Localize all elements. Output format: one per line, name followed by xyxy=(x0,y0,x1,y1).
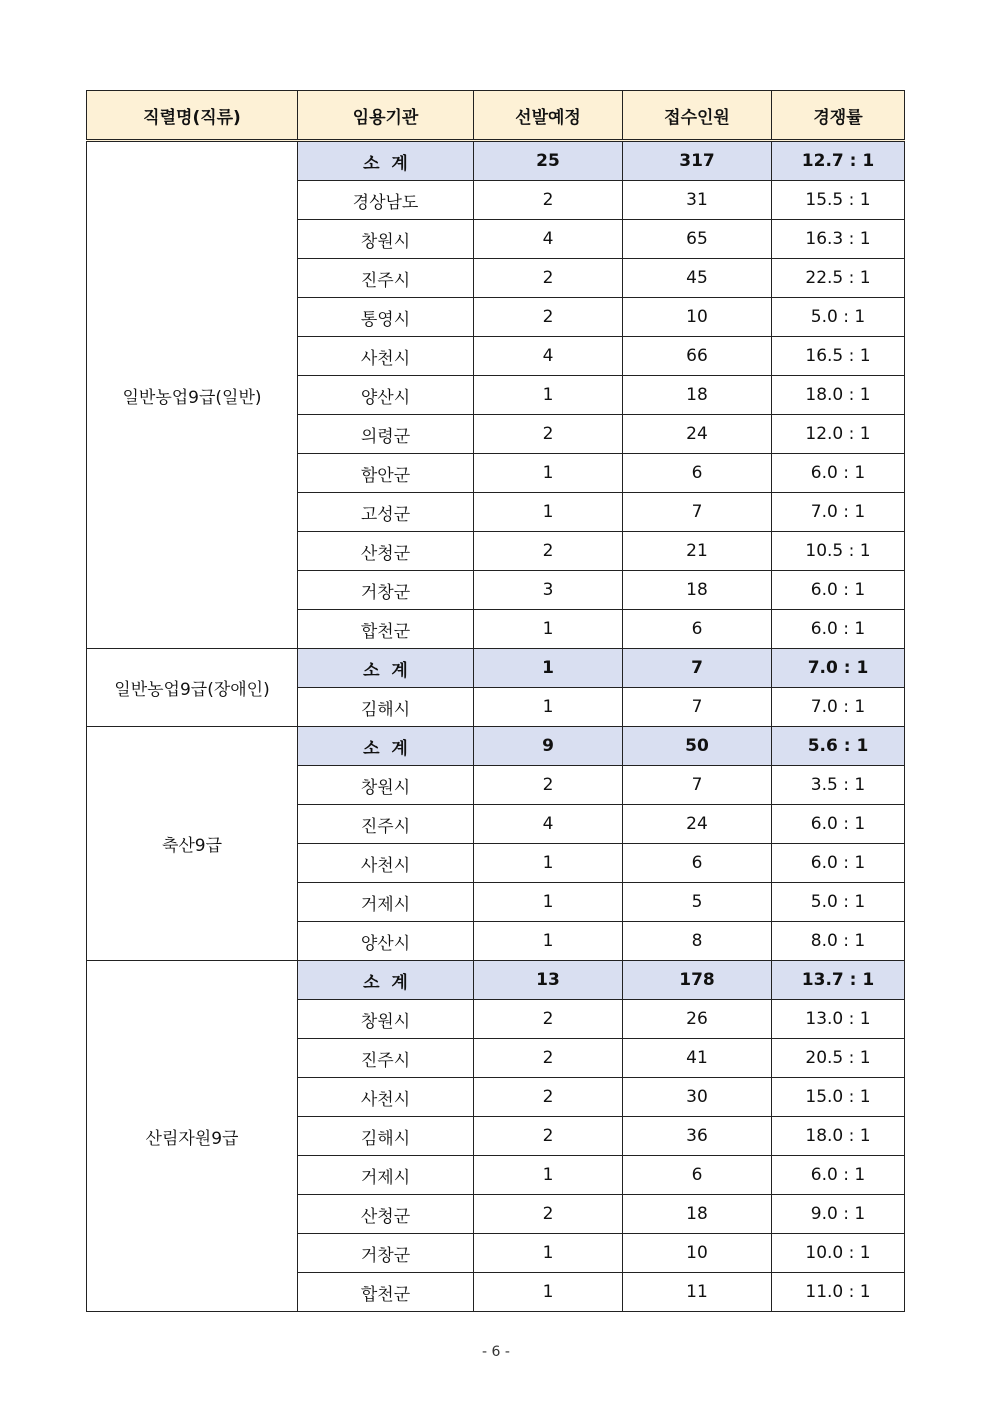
applicants-cell: 66 xyxy=(623,337,772,376)
ratio-cell: 6.0 : 1 xyxy=(772,571,905,610)
agency-cell: 거창군 xyxy=(298,571,474,610)
agency-cell: 창원시 xyxy=(298,1000,474,1039)
job-series-cell: 일반농업9급(장애인) xyxy=(87,649,298,727)
planned-cell: 1 xyxy=(474,883,623,922)
ratio-cell: 8.0 : 1 xyxy=(772,922,905,961)
ratio-cell: 6.0 : 1 xyxy=(772,805,905,844)
ratio-cell: 13.7 : 1 xyxy=(772,961,905,1000)
applicants-cell: 7 xyxy=(623,766,772,805)
agency-cell: 소 계 xyxy=(298,649,474,688)
agency-cell: 합천군 xyxy=(298,610,474,649)
agency-cell: 김해시 xyxy=(298,1117,474,1156)
header-job-series: 직렬명(직류) xyxy=(87,91,298,141)
planned-cell: 1 xyxy=(474,1234,623,1273)
applicants-cell: 10 xyxy=(623,1234,772,1273)
job-series-cell: 일반농업9급(일반) xyxy=(87,141,298,649)
planned-cell: 9 xyxy=(474,727,623,766)
applicants-cell: 6 xyxy=(623,844,772,883)
applicants-cell: 6 xyxy=(623,454,772,493)
applicants-cell: 7 xyxy=(623,688,772,727)
applicants-cell: 178 xyxy=(623,961,772,1000)
agency-cell: 진주시 xyxy=(298,1039,474,1078)
competition-rate-table xyxy=(86,90,905,1312)
agency-cell: 사천시 xyxy=(298,337,474,376)
applicants-cell: 317 xyxy=(623,141,772,181)
planned-cell: 2 xyxy=(474,1117,623,1156)
subtotal-row xyxy=(87,727,905,766)
applicants-cell: 26 xyxy=(623,1000,772,1039)
planned-cell: 2 xyxy=(474,1078,623,1117)
ratio-cell: 5.6 : 1 xyxy=(772,727,905,766)
agency-cell: 소 계 xyxy=(298,727,474,766)
planned-cell: 1 xyxy=(474,844,623,883)
agency-cell: 양산시 xyxy=(298,376,474,415)
header-applicants: 접수인원 xyxy=(623,91,772,141)
planned-cell: 2 xyxy=(474,415,623,454)
applicants-cell: 8 xyxy=(623,922,772,961)
agency-cell: 함안군 xyxy=(298,454,474,493)
planned-cell: 1 xyxy=(474,493,623,532)
planned-cell: 3 xyxy=(474,571,623,610)
planned-cell: 2 xyxy=(474,1000,623,1039)
planned-cell: 1 xyxy=(474,376,623,415)
applicants-cell: 10 xyxy=(623,298,772,337)
agency-cell: 거창군 xyxy=(298,1234,474,1273)
ratio-cell: 12.0 : 1 xyxy=(772,415,905,454)
applicants-cell: 45 xyxy=(623,259,772,298)
planned-cell: 2 xyxy=(474,766,623,805)
planned-cell: 25 xyxy=(474,141,623,181)
applicants-cell: 18 xyxy=(623,571,772,610)
applicants-cell: 11 xyxy=(623,1273,772,1312)
ratio-cell: 12.7 : 1 xyxy=(772,141,905,181)
planned-cell: 1 xyxy=(474,922,623,961)
planned-cell: 1 xyxy=(474,1273,623,1312)
agency-cell: 창원시 xyxy=(298,220,474,259)
agency-cell: 양산시 xyxy=(298,922,474,961)
agency-cell: 거제시 xyxy=(298,883,474,922)
planned-cell: 1 xyxy=(474,688,623,727)
applicants-cell: 21 xyxy=(623,532,772,571)
agency-cell: 의령군 xyxy=(298,415,474,454)
planned-cell: 13 xyxy=(474,961,623,1000)
ratio-cell: 7.0 : 1 xyxy=(772,493,905,532)
applicants-cell: 31 xyxy=(623,181,772,220)
applicants-cell: 18 xyxy=(623,376,772,415)
ratio-cell: 16.5 : 1 xyxy=(772,337,905,376)
ratio-cell: 7.0 : 1 xyxy=(772,688,905,727)
ratio-cell: 10.0 : 1 xyxy=(772,1234,905,1273)
ratio-cell: 11.0 : 1 xyxy=(772,1273,905,1312)
agency-cell: 산청군 xyxy=(298,532,474,571)
ratio-cell: 6.0 : 1 xyxy=(772,610,905,649)
agency-cell: 소 계 xyxy=(298,141,474,181)
ratio-cell: 18.0 : 1 xyxy=(772,1117,905,1156)
planned-cell: 4 xyxy=(474,220,623,259)
ratio-cell: 5.0 : 1 xyxy=(772,883,905,922)
ratio-cell: 18.0 : 1 xyxy=(772,376,905,415)
applicants-cell: 36 xyxy=(623,1117,772,1156)
planned-cell: 2 xyxy=(474,259,623,298)
planned-cell: 2 xyxy=(474,532,623,571)
ratio-cell: 6.0 : 1 xyxy=(772,454,905,493)
applicants-cell: 6 xyxy=(623,1156,772,1195)
ratio-cell: 5.0 : 1 xyxy=(772,298,905,337)
agency-cell: 진주시 xyxy=(298,259,474,298)
subtotal-row xyxy=(87,961,905,1000)
agency-cell: 김해시 xyxy=(298,688,474,727)
agency-cell: 경상남도 xyxy=(298,181,474,220)
ratio-cell: 16.3 : 1 xyxy=(772,220,905,259)
ratio-cell: 13.0 : 1 xyxy=(772,1000,905,1039)
header-planned: 선발예정 xyxy=(474,91,623,141)
ratio-cell: 10.5 : 1 xyxy=(772,532,905,571)
applicants-cell: 5 xyxy=(623,883,772,922)
ratio-cell: 15.5 : 1 xyxy=(772,181,905,220)
ratio-cell: 6.0 : 1 xyxy=(772,844,905,883)
agency-cell: 창원시 xyxy=(298,766,474,805)
ratio-cell: 3.5 : 1 xyxy=(772,766,905,805)
subtotal-row xyxy=(87,649,905,688)
table-header-row xyxy=(87,91,905,141)
agency-cell: 소 계 xyxy=(298,961,474,1000)
agency-cell: 고성군 xyxy=(298,493,474,532)
agency-cell: 사천시 xyxy=(298,1078,474,1117)
applicants-cell: 24 xyxy=(623,415,772,454)
page-number: - 6 - xyxy=(482,1344,510,1360)
table-body xyxy=(87,141,905,1312)
applicants-cell: 24 xyxy=(623,805,772,844)
agency-cell: 거제시 xyxy=(298,1156,474,1195)
agency-cell: 산청군 xyxy=(298,1195,474,1234)
applicants-cell: 7 xyxy=(623,493,772,532)
agency-cell: 합천군 xyxy=(298,1273,474,1312)
ratio-cell: 22.5 : 1 xyxy=(772,259,905,298)
applicants-cell: 50 xyxy=(623,727,772,766)
planned-cell: 1 xyxy=(474,610,623,649)
applicants-cell: 65 xyxy=(623,220,772,259)
planned-cell: 2 xyxy=(474,1039,623,1078)
header-agency: 임용기관 xyxy=(298,91,474,141)
job-series-cell: 산림자원9급 xyxy=(87,961,298,1312)
applicants-cell: 30 xyxy=(623,1078,772,1117)
agency-cell: 사천시 xyxy=(298,844,474,883)
planned-cell: 2 xyxy=(474,1195,623,1234)
planned-cell: 1 xyxy=(474,1156,623,1195)
applicants-cell: 41 xyxy=(623,1039,772,1078)
job-series-cell: 축산9급 xyxy=(87,727,298,961)
agency-cell: 진주시 xyxy=(298,805,474,844)
agency-cell: 통영시 xyxy=(298,298,474,337)
header-ratio: 경쟁률 xyxy=(772,91,905,141)
applicants-cell: 18 xyxy=(623,1195,772,1234)
applicants-cell: 7 xyxy=(623,649,772,688)
ratio-cell: 9.0 : 1 xyxy=(772,1195,905,1234)
ratio-cell: 7.0 : 1 xyxy=(772,649,905,688)
planned-cell: 2 xyxy=(474,181,623,220)
planned-cell: 2 xyxy=(474,298,623,337)
planned-cell: 1 xyxy=(474,454,623,493)
planned-cell: 4 xyxy=(474,337,623,376)
applicants-cell: 6 xyxy=(623,610,772,649)
ratio-cell: 20.5 : 1 xyxy=(772,1039,905,1078)
planned-cell: 1 xyxy=(474,649,623,688)
ratio-cell: 15.0 : 1 xyxy=(772,1078,905,1117)
subtotal-row xyxy=(87,141,905,181)
ratio-cell: 6.0 : 1 xyxy=(772,1156,905,1195)
planned-cell: 4 xyxy=(474,805,623,844)
